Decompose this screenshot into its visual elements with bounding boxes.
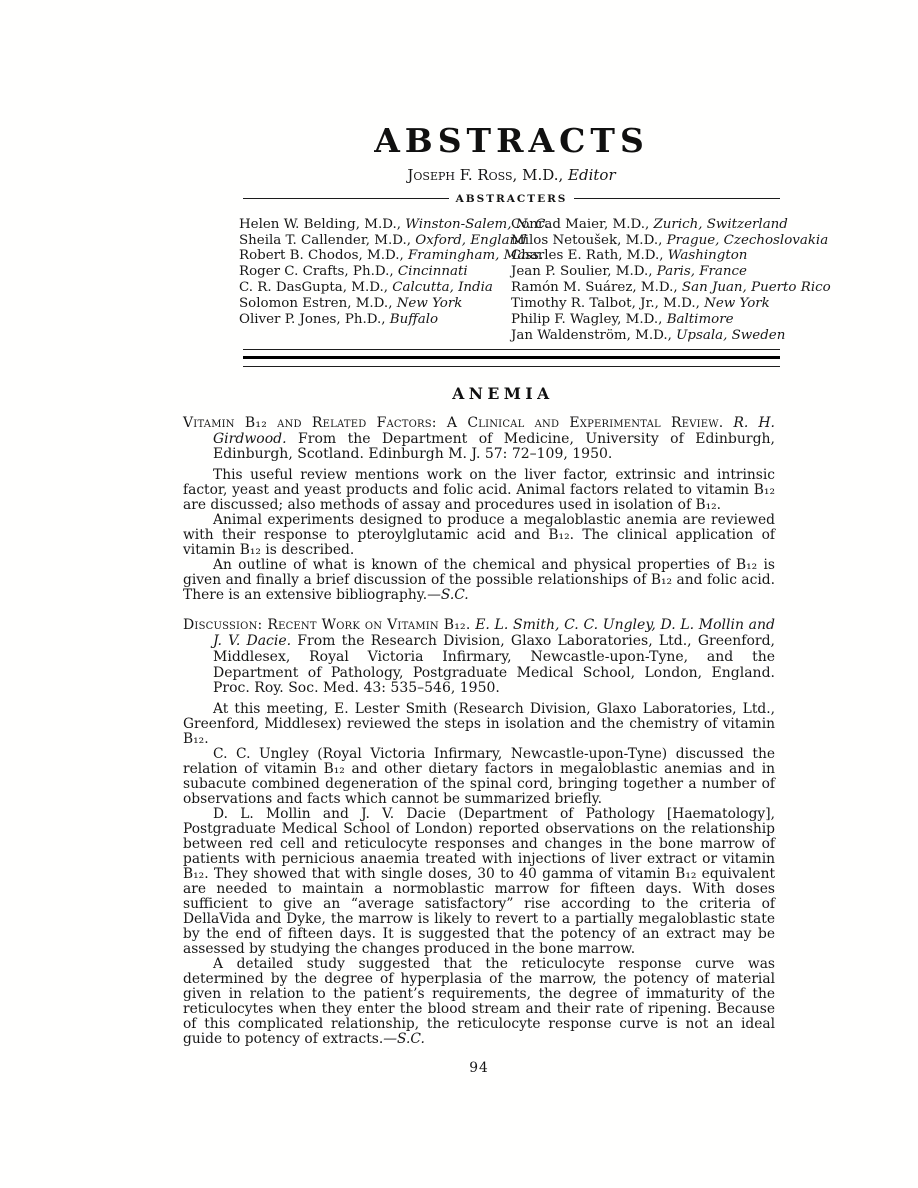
page-header (243, 121, 780, 205)
abstracter-entry (511, 296, 831, 312)
abstracter-name: Conrad Maier, M.D., (511, 216, 654, 232)
abstracter-place: Winston-Salem, N. C. (405, 216, 550, 232)
abstracter-name: Charles E. Rath, M.D., (511, 248, 668, 264)
abstract-title: Vitamin B₁₂ and Related Factors: A Clinical and Experimental Review. (183, 414, 724, 431)
abstracter-entry (239, 216, 550, 233)
abstracter-place: Paris, France (656, 264, 747, 280)
abstract-paragraph: At this meeting, E. Lester Smith (Research Division, Glaxo Laboratories, Ltd., Greenford, Middlesex) reviewed the steps in isolation and the chemistry of vitamin B₁₂. (183, 701, 775, 748)
abstract-source: From the Research Division, Glaxo Laboratories, Ltd., Greenford, Middlesex, Royal Victoria Infirmary, Newcastle-upon-Tyne, and the Department of Pathology, Postgraduate Medical School, London, England. Proc. Roy. Soc. Med. 43: 535–546, 1950. (213, 633, 776, 697)
header-bottom-rules (243, 349, 780, 367)
abstracter-name: Jean P. Soulier, M.D., (511, 264, 657, 280)
abstract-paragraph: Animal experiments designed to produce a megaloblastic anemia are reviewed with their response to pteroylglutamic acid and B₁₂. The clinical application of vitamin B₁₂ is described. (183, 512, 775, 559)
abstracter-place: Prague, Czechoslovakia (666, 232, 829, 248)
abstract-paragraph (183, 558, 775, 603)
abstracter-place: Upsala, Sweden (676, 327, 786, 343)
page-title: ABSTRACTS (374, 121, 649, 160)
editor-role: Editor (568, 165, 616, 184)
abstracter-entry (511, 248, 831, 264)
divider-rule-left (243, 198, 449, 199)
abstracter-entry (511, 264, 831, 280)
abstracter-entry (239, 264, 511, 280)
abstracter-name: Ramón M. Suárez, M.D., (511, 280, 682, 296)
abstracter-entry (511, 280, 831, 296)
abstracter-name: C. R. DasGupta, M.D., (239, 280, 393, 296)
abstract-citation (183, 416, 775, 463)
thin-rule (243, 349, 780, 350)
divider-rule-right (574, 198, 780, 199)
abstracter-name: Robert B. Chodos, M.D., (239, 248, 408, 264)
paragraph-text: An outline of what is known of the chemical and physical properties of B₁₂ is given and finally a brief discussion of the possible relationships of B₁₂ and folic acid. There is an extensive bibliography. (183, 557, 775, 604)
abstracter-entry (239, 280, 511, 296)
abstracter-name: Timothy R. Talbot, Jr., M.D., (511, 296, 705, 312)
abstracter-place: Buffalo (389, 312, 439, 328)
abstracter-name: Philip F. Wagley, M.D., (511, 312, 667, 328)
abstracter-place: Framingham, Mass. (407, 248, 544, 264)
abstracter-name: Solomon Estren, M.D., (239, 296, 397, 312)
abstracter-entry (511, 328, 831, 344)
editor-name: Joseph F. Ross, M.D., (407, 165, 564, 184)
abstracter-name: Sheila T. Callender, M.D., (239, 232, 416, 248)
abstracters-column-right (511, 217, 831, 344)
abstracter-place: Washington (667, 248, 748, 264)
abstracter-entry (239, 232, 527, 249)
abstracter-place: Oxford, England (415, 232, 527, 248)
abstracter-initials: —S.C. (427, 587, 469, 604)
abstracter-initials: —S.C. (383, 1031, 425, 1048)
paragraph-text: A detailed study suggested that the reticulocyte response curve was determined by the degree of hyperplasia of the marrow, the potency of material given in relation to the patient’s requirements, the degree of immaturity of the reticulocytes when they enter the blood stream and their rate of ripening. Because of this complicated relationship, the reticulocyte response curve is not an ideal guide to potency of extracts. (183, 956, 775, 1048)
abstracters-list (239, 216, 831, 344)
abstract-paragraph: C. C. Ungley (Royal Victoria Infirmary, Newcastle-upon-Tyne) discussed the relation of vitamin B₁₂ and other dietary factors in megaloblastic anemias and in subacute combined degeneration of the spinal cord, bringing together a number of observations and facts which cannot be summarized briefly. (183, 746, 775, 808)
abstract-source: From the Department of Medicine, University of Edinburgh, Edinburgh, Scotland. Edinburgh M. J. 57: 72–109, 1950. (213, 430, 775, 463)
abstract-citation (183, 618, 775, 697)
abstracter-place: Calcutta, India (392, 280, 493, 296)
abstracts-content (183, 384, 775, 1076)
abstracter-name: Oliver P. Jones, Ph.D., (239, 312, 390, 328)
abstract-paragraph: D. L. Mollin and J. V. Dacie (Department of Pathology [Haematology], Postgraduate Medical School of London) reported observations on the relationship between red cell and reticulocyte responses and changes in the bone marrow of patients with pernicious anaemia treated with injections of liver extract or vitamin B₁₂. They showed that with single doses, 30 to 40 gamma of vitamin B₁₂ equivalent are needed to maintain a normoblastic marrow for fifteen days. With doses sufficient to give an “average satisfactory” rise according to the criteria of DellaVida and Dyke, the marrow is likely to revert to a partially megaloblastic state by the end of fifteen days. It is suggested that the potency of an extract may be assessed by studying the changes produced in the bone marrow. (183, 806, 775, 958)
abstracter-place: San Juan, Puerto Rico (681, 280, 831, 296)
abstracter-place: Zurich, Switzerland (653, 216, 788, 232)
abstracter-entry (239, 296, 511, 312)
abstracters-column-left (239, 216, 550, 344)
abstracter-name: Milos Netoušek, M.D., (511, 232, 667, 248)
abstracter-name: Jan Waldenström, M.D., (511, 327, 677, 343)
abstracter-entry (239, 312, 511, 328)
abstracter-entry (239, 248, 544, 264)
abstracter-place: Cincinnati (397, 264, 468, 280)
page-number: 94 (469, 1060, 489, 1077)
abstract-title: Discussion: Recent Work on Vitamin B₁₂. (183, 617, 471, 634)
thin-rule (243, 366, 780, 367)
thick-rule (243, 356, 780, 359)
abstracters-divider (243, 193, 780, 205)
abstracter-name: Roger C. Crafts, Ph.D., (239, 264, 398, 280)
abstracter-place: New York (704, 296, 770, 312)
abstracters-label: ABSTRACTERS (455, 192, 568, 205)
editor-line (243, 166, 780, 184)
abstracter-entry (511, 312, 831, 328)
abstract-authors: E. L. Smith, C. C. Ungley, D. L. Mollin and J. V. Dacie. (213, 617, 776, 650)
abstracter-name: Helen W. Belding, M.D., (239, 216, 406, 232)
abstracter-entry (511, 233, 831, 249)
abstracter-place: Baltimore (666, 312, 734, 328)
section-heading-anemia: ANEMIA (452, 383, 554, 403)
abstract-paragraph (183, 957, 775, 1047)
abstracter-entry (511, 217, 831, 233)
abstract-authors: R. H. Girdwood. (213, 414, 775, 447)
abstract-paragraph: This useful review mentions work on the liver factor, extrinsic and intrinsic factor, yeast and yeast products and folic acid. Animal factors related to vitamin B₁₂ are discussed; also methods of assay and procedures used in isolation of B₁₂. (183, 467, 775, 514)
abstracter-place: New York (396, 296, 463, 312)
